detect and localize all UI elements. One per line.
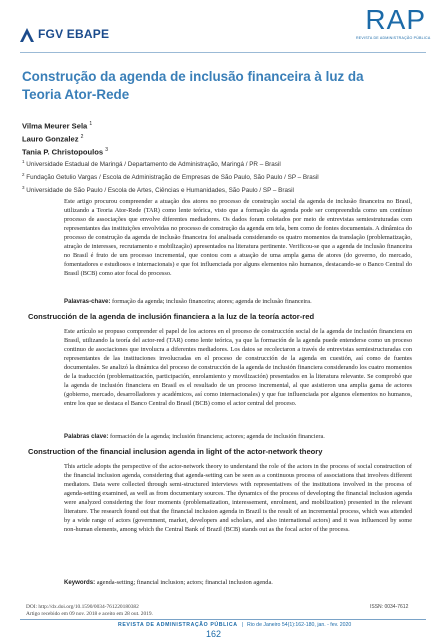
received-date: Artigo recebido em 09 nov. 2018 e aceito em 28 out. 2019. [26,611,153,617]
footer-journal-name: REVISTA DE ADMINISTRAÇÃO PÚBLICA [118,622,238,628]
abstract-pt: Este artigo procurou compreender a atuação dos atores no processo de construção social da agenda de inclusão financeira no Brasil, utilizando a Teoria Ator-Rede (TAR) como lente teórica, visto que a formação da agenda pode ser compreendida como um contínuo processo de associações que envolve diferentes mediadores. Os dados foram coletados por meio de entrevistas semiestruturadas com representantes das instituições envolvidas no processo de construção da agenda em tela, bem como de fontes documentais. A dinâmica do processo de construção da agenda de inclusão financeira foi analisada considerando os quatro momentos da translação (problematização, atração de interesses, recrutamento e mobilização) apresentados na literatura pertinente. Verificou-se que a agenda de inclusão financeira no Brasil é fruto de um processo incremental, que contou com a atuação de uma ampla gama de atores (do governo, do mercado, fomentadores e estudiosos e internacionais) e que foi influenciada por alguns elementos não humanos, destacando-se o Banco Central do Brasil (BCB) como ator focal do processo. [64,198,412,277]
keywords-text: formação da agenda; inclusão financeira; atores; agenda de inclusão financeira. [112,298,312,305]
author [22,118,322,131]
keywords-text: agenda-setting; financial inclusion; actors; financial inclusion agenda. [96,579,273,586]
author [22,131,322,144]
affiliation-text: Universidade Estadual de Maringá / Departamento de Administração, Maringá / PR – Brasil [26,161,281,169]
affiliation-text: Fundação Getulio Vargas / Escola de Administração de Empresas de São Paulo, São Paulo / SP – Brasil [26,174,319,182]
header-divider [20,52,426,53]
doi-link[interactable]: DOI: http://dx.doi.org/10.1590/0034-761220180382 [26,604,139,610]
author-sup: 2 [80,134,84,140]
rap-journal-logo [356,4,431,48]
abstract-en: This article adopts the perspective of the actor-network theory to understand the role of the actors in the process of social construction of the financial inclusion agenda, considering that agenda-setting can be seen as a continuous process of associations that involves different mediators. Data were collected through semi-structured interviews with representatives of the institutions involved in the process of agenda-setting examined, as well as from documentary sources. The dynamics of the process of developing the financial inclusion agenda were analyzed considering the four moments (problematization, interessement, enrolment, and mobilization) presented in the relevant literature. The research found out that the financial inclusion agenda in Brazil is the result of an incremental process, which was attended by a wide range of actors (government, market, developers and scholars, and also international actors) and it was influenced by some non-human elements, among which the Central Bank of Brazil (BCB) stands out as the focal actor of the process. [64,463,412,533]
page-header [0,0,440,56]
page-number: 162 [206,629,222,639]
article-title: Construção da agenda de inclusão financeira à luz da Teoria Ator-Rede [22,69,364,102]
section-title-en: Construction of the financial inclusion agenda in light of the actor-network theory [28,447,323,456]
affiliation-text: Universidade de São Paulo / Escola de Artes, Ciências e Humanidades, São Paulo / SP – Brasil [26,187,294,195]
affiliation-sup: 3 [22,185,25,191]
author-name: Vilma Meurer Sela [22,121,88,131]
doi-block [26,604,153,618]
rap-logo-letters: RAP [365,4,426,35]
keywords-label: Keywords: [64,579,96,586]
keywords-pt [64,297,412,306]
keywords-label: Palavras-chave: [64,298,111,305]
footer-separator: | [241,622,243,628]
author-sup: 3 [105,147,109,153]
rap-logo-subtitle: REVISTA DE ADMINISTRAÇÃO PÚBLICA [356,36,431,40]
affiliation-sup: 2 [22,172,25,178]
author-sup: 1 [89,121,93,127]
footer-divider [20,619,426,620]
affiliation [22,170,402,183]
author-name: Tania P. Christopoulos [22,147,104,157]
section-title-es: Construcción de la agenda de inclusión financiera a la luz de la teoría actor-red [28,312,315,321]
footer-citation: Rio de Janeiro 54(1):162-180, jan. - fev. 2020 [246,622,352,628]
fgv-logo-icon [20,28,34,42]
footer-journal [118,622,351,628]
affiliation [22,157,402,170]
fgv-ebape-logo [20,28,120,42]
keywords-text: formación de la agenda; inclusión financiera; actores; agenda de inclusión financiera. [109,433,325,440]
abstract-es: Este artículo se propuso comprender el papel de los actores en el proceso de construcción social de la agenda de inclusión financiera en Brasil, utilizando la teoría del actor-red (TAR) como lente teórica, ya que la formación de la agenda puede entenderse como un proceso continuo de asociaciones que involucra a diferentes mediadores. Los datos se recolectaron a través de entrevistas semiestructuradas con representantes de las instituciones involucradas en el proceso de construcción de la agenda en cuestión, así como de fuentes documentales. Se analizó la dinámica del proceso de construcción de la agenda de inclusión financiera considerando los cuatro momentos de la traducción (problematización, participación, enrolamiento y movilización) presentados en la literatura relevante. Se comprobó que la agenda de inclusión financiera en Brasil es el resultado de un proceso incremental, al que asistieron una amplia gama de actores (gobierno, mercado, desarrolladores y académicos, así como internacionales) y que fue influenciada por algunos elementos no humanos, entre los que se destaca el Banco Central do Brasil (BCB) como el actor central del proceso. [64,328,412,407]
publisher-name: FGV EBAPE [38,27,110,41]
keywords-label: Palabras clave: [64,433,109,440]
author [22,144,322,157]
affiliation-list [22,157,402,196]
keywords-en [64,578,412,587]
issn: ISSN: 0034-7612 [370,604,409,610]
author-name: Lauro Gonzalez [22,134,79,144]
keywords-es [64,432,412,441]
affiliation [22,183,402,196]
author-list [22,118,322,157]
affiliation-sup: 1 [22,159,25,164]
